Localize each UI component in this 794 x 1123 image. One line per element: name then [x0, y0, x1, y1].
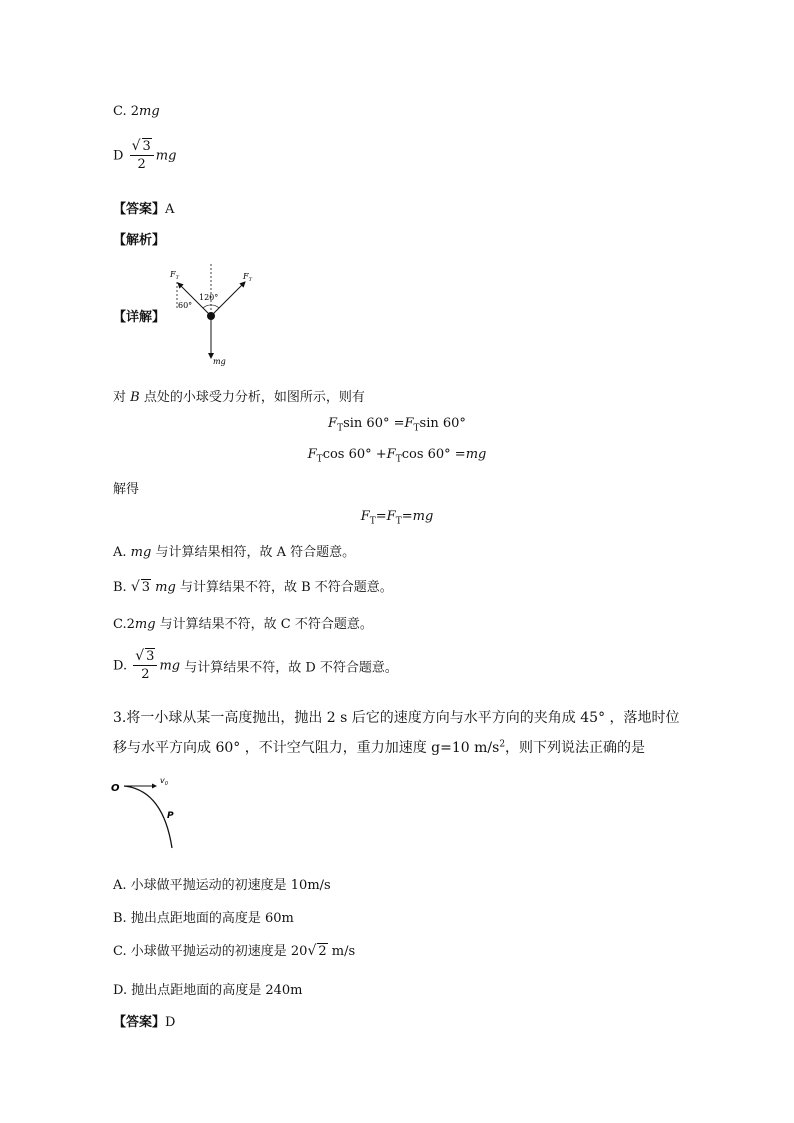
question-3-line-2: 移与水平方向成 60° ，不计空气阻力，重力加速度 g=10 $m/s^2$，则下列说法正确的是: [113, 739, 646, 756]
equation-3: $F_T=F_T=mg$: [360, 509, 434, 527]
answer-line-2: 【答案】D: [113, 1015, 176, 1030]
point-p-label: P: [167, 811, 174, 821]
right-force-label: $F_T$: [243, 272, 252, 283]
question-3-line-1: 3.将一小球从某一高度抛出，抛出 2 s 后它的速度方向与水平方向的夹角成 45° ，落地时位: [113, 710, 680, 726]
force-diagram: [165, 260, 265, 370]
point-label: B: [130, 390, 140, 405]
eval-option-b: B. √ 3 mg 与计算结果不符，故 B 不符合题意。: [113, 579, 393, 595]
origin-label: O: [111, 783, 120, 794]
eval-option-a: A. mg 与计算结果相符，故 A 符合题意。: [113, 545, 356, 560]
sqrt-sign: √: [131, 138, 141, 154]
fraction: [130, 138, 154, 174]
answer-value: A: [165, 202, 175, 217]
prev-option-c: [113, 104, 160, 119]
q3-option-a: A. 小球做平抛运动的初速度是 10m/s: [113, 878, 331, 893]
analysis-label: 【解析】: [113, 233, 166, 248]
analysis-text: [113, 386, 365, 405]
option-label: D: [113, 148, 124, 164]
eval-option-c: C.2mg 与计算结果不符，故 C 不符合题意。: [113, 617, 373, 632]
angle-120-label: 120°: [199, 293, 219, 302]
left-force-label: $F_T$: [170, 270, 179, 281]
q3-option-d: D. 抛出点距地面的高度是 240m: [113, 983, 303, 998]
sqrt-sign: √: [307, 943, 317, 959]
answer-line: [113, 198, 174, 217]
weight-label: mg: [213, 357, 226, 366]
option-var: mg: [139, 104, 160, 119]
sqrt-sign: √: [130, 579, 140, 595]
trajectory-diagram: [108, 770, 198, 852]
radicand: 3: [142, 139, 151, 154]
solve-label: 解得: [113, 482, 140, 497]
q3-option-b: B. 抛出点距地面的高度是 60m: [113, 911, 294, 926]
option-var: mg: [155, 148, 177, 164]
option-label: C. 2: [113, 104, 140, 119]
q3-option-c: C. 小球做平抛运动的初速度是 20√ 2 m/s: [113, 943, 356, 959]
denominator: 2: [137, 157, 146, 172]
equation-1: $F_T\sin$ $60^\circ =F_T\sin$ 60°: [328, 416, 466, 434]
prev-option-d: [113, 138, 176, 174]
fraction: $\frac{√ 3}{2}$: [133, 648, 157, 684]
velocity-label: $v_0$: [160, 776, 168, 787]
eval-option-d: D. $\frac{√ 3}{2}$ mg 与计算结果不符，故 D 不符合题意。: [113, 648, 398, 682]
trajectory-curve: [124, 786, 172, 848]
analysis-suffix: 点处的小球受力分析，如图所示，则有: [139, 390, 365, 405]
ball: [207, 312, 215, 320]
angle-60-label: 60°: [178, 301, 193, 310]
answer-label: 【答案】: [113, 202, 166, 217]
analysis-prefix: 对: [113, 390, 131, 405]
equation-2: $F_T\cos$ $60^\circ +F_T\cos$ 60° =mg: [307, 447, 487, 465]
detail-label: 【详解】: [113, 310, 166, 325]
